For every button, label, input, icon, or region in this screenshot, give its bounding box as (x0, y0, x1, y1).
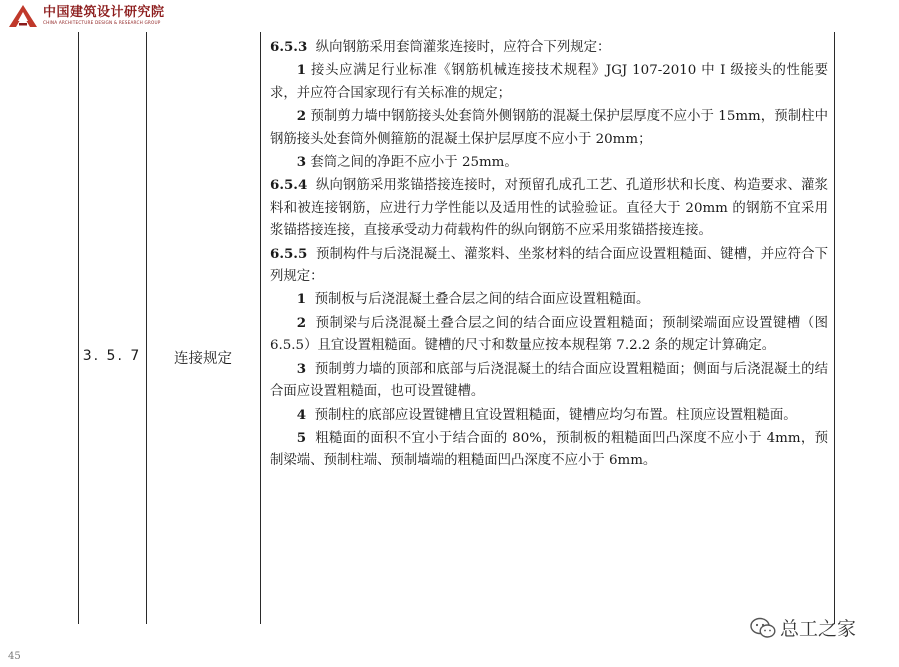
section-text: 纵向钢筋采用浆锚搭接连接时，对预留孔成孔工艺、孔道形状和长度、构造要求、灌浆料和被连接钢筋，应进行力学性能以及适用性的试验验证。直径大于 20mm 的钢筋不宜采用浆锚搭接连接，直接承受动力荷载构件的纵向钢筋不应采用浆锚搭接连接。 (270, 178, 828, 239)
wechat-watermark (750, 614, 856, 641)
header-logo (8, 3, 165, 29)
table-divider-2 (260, 32, 261, 624)
item-text: 套筒之间的净距不应小于 25mm。 (310, 155, 518, 171)
item-text: 粗糙面的面积不宜小于结合面的 80%，预制板的粗糙面凹凸深度不应小于 4mm，预制梁端、预制柱端、预制墙端的粗糙面凹凸深度不应小于 6mm。 (270, 430, 828, 469)
section-6-5-3-item-1 (270, 59, 828, 105)
clause-number: 3. 5. 7 (82, 348, 142, 364)
cadg-logo-icon (8, 4, 38, 28)
section-number: 6.5.5 (270, 245, 308, 262)
item-text: 预制剪力墙的顶部和底部与后浇混凝土的结合面应设置粗糙面；侧面与后浇混凝土的结合面应设置粗糙面，也可设置键槽。 (270, 361, 828, 400)
logo-english-name: CHINA ARCHITECTURE DESIGN & RESEARCH GROUP (43, 20, 161, 25)
item-text: 预制柱的底部应设置键槽且宜设置粗糙面，键槽应均匀布置。柱顶应设置粗糙面。 (314, 407, 797, 423)
item-number: 3 (296, 360, 307, 377)
item-text: 预制剪力墙中钢筋接头处套筒外侧钢筋的混凝土保护层厚度不应小于 15mm，预制柱中钢筋接头处套筒外侧箍筋的混凝土保护层厚度不应小于 20mm； (270, 109, 828, 147)
section-6-5-5-item-2 (270, 312, 828, 358)
table-divider-1 (146, 32, 147, 624)
table-border-right (834, 32, 835, 624)
section-6-5-5-item-4 (270, 404, 828, 427)
item-number: 1 (296, 291, 307, 308)
section-6-5-5 (270, 243, 828, 289)
item-number: 3 (296, 154, 307, 171)
clause-content (270, 36, 828, 473)
section-text: 纵向钢筋采用套筒灌浆连接时，应符合下列规定： (315, 40, 611, 55)
item-number: 2 (296, 108, 307, 125)
section-6-5-5-item-3 (270, 358, 828, 404)
logo-chinese-name: 中国建筑设计研究院 (43, 5, 165, 20)
section-6-5-4 (270, 174, 828, 242)
section-6-5-3 (270, 36, 828, 59)
section-6-5-5-item-1 (270, 288, 828, 311)
page-number: 45 (8, 651, 21, 662)
item-text: 预制梁与后浇混凝土叠合层之间的结合面应设置粗糙面；预制梁端面应设置键槽（图 6.5.5）且宜设置粗糙面。键槽的尺寸和数量应按本规程第 7.2.2 条的规定计算确定。 (270, 315, 829, 354)
section-6-5-3-item-3 (270, 151, 828, 174)
section-6-5-3-item-2 (270, 105, 828, 151)
logo-text (43, 6, 165, 26)
watermark-text: 总工之家 (780, 618, 857, 640)
regulation-table (78, 32, 835, 624)
item-number: 2 (296, 314, 307, 331)
item-text: 接头应满足行业标准《钢筋机械连接技术规程》JGJ 107-2010 中 I 级接头的性能要求，并应符合国家现行有关标准的规定； (270, 63, 828, 101)
section-number: 6.5.4 (270, 177, 308, 194)
section-text: 预制构件与后浇混凝土、灌浆料、坐浆材料的结合面应设置粗糙面、键槽，并应符合下列规定： (270, 246, 828, 285)
item-number: 1 (296, 62, 307, 79)
item-text: 预制板与后浇混凝土叠合层之间的结合面应设置粗糙面。 (314, 292, 650, 308)
section-6-5-5-item-5 (270, 427, 828, 473)
section-number: 6.5.3 (270, 39, 308, 55)
clause-title: 连接规定 (174, 351, 232, 367)
item-number: 5 (296, 429, 307, 446)
item-number: 4 (296, 406, 307, 423)
table-border-left (78, 32, 79, 624)
wechat-icon (750, 617, 776, 639)
